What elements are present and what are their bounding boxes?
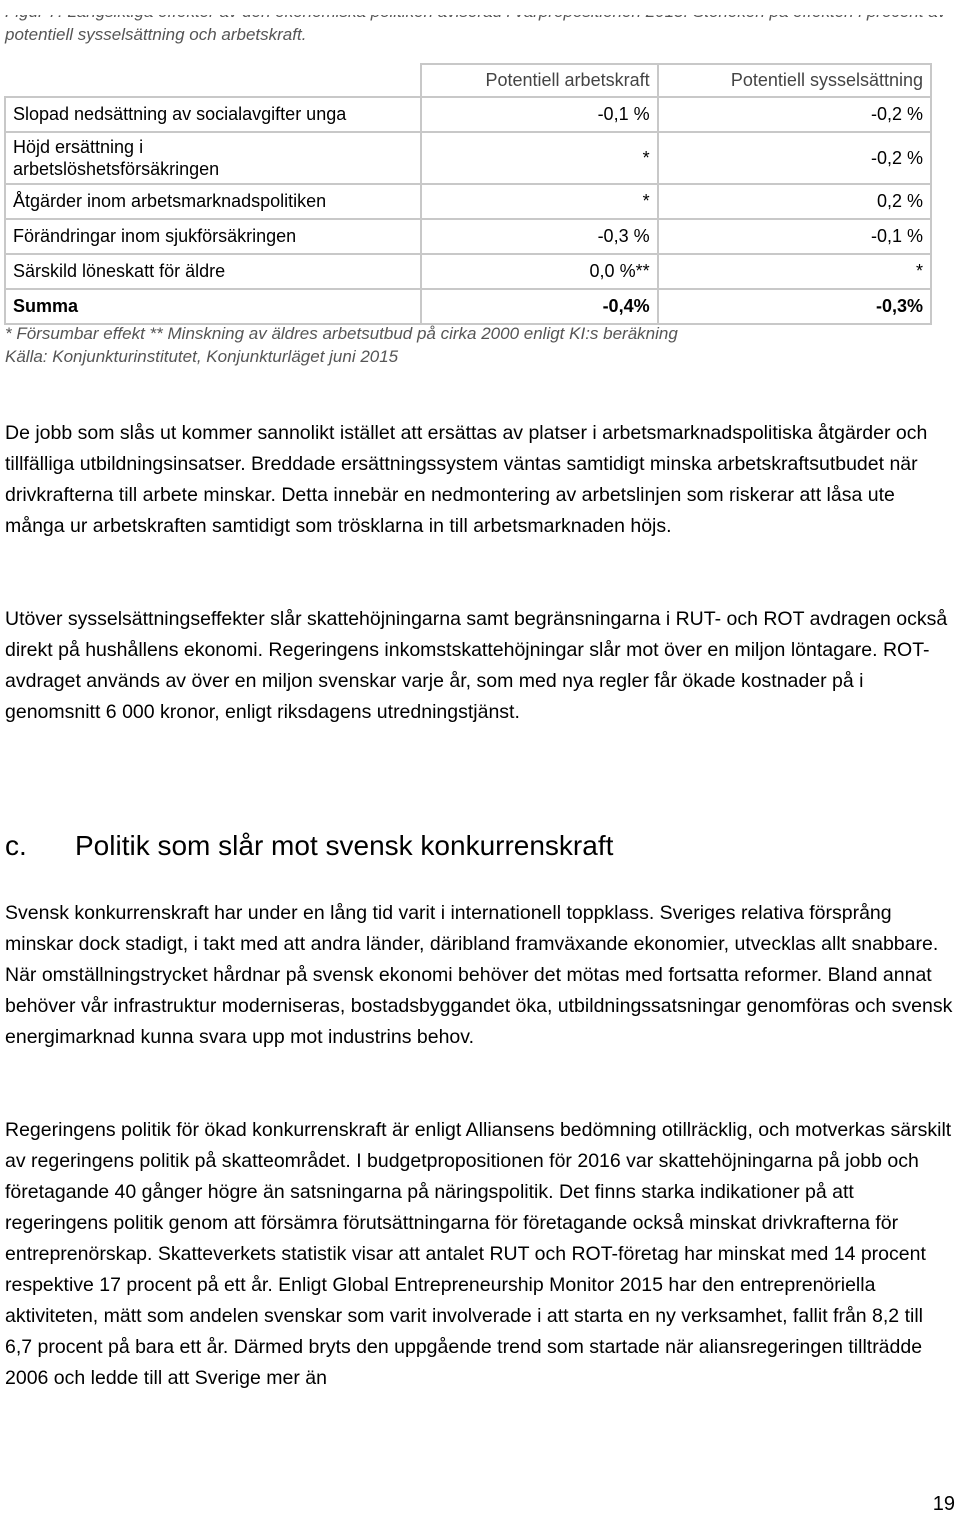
- body-paragraph: De jobb som slås ut kommer sannolikt istället att ersättas av platser i arbetsmarknadspolitiska åtgärder och tillfälliga utbildningsinsatser. Breddade ersättningssystem väntas samtidigt minska arbetskraftsutbudet när drivkrafterna till arbete minskar. Detta innebär en nedmontering av arbetslinjen som riskerar att låsa ute många ur arbetskraften samtidigt som trösklarna in till arbetsmarknaden höjs.: [5, 422, 928, 537]
- section-number: c.: [5, 830, 27, 861]
- section-heading: [5, 826, 613, 866]
- total-label: Summa: [5, 289, 421, 324]
- table-row: [5, 97, 931, 132]
- total-labor-force: -0,4%: [421, 289, 658, 324]
- row-label: Förändringar inom sjukförsäkringen: [5, 219, 421, 254]
- cell-labor-force: 0,0 %**: [421, 254, 658, 289]
- row-label-line: Höjd ersättning i: [13, 137, 144, 157]
- cell-employment: -0,2 %: [658, 97, 931, 132]
- cell-labor-force: -0,3 %: [421, 219, 658, 254]
- page-number: 19: [932, 1493, 955, 1515]
- row-label: Slopad nedsättning av socialavgifter unga: [5, 97, 421, 132]
- table-row: [5, 254, 931, 289]
- table-row: [5, 219, 931, 254]
- body-paragraph: Utöver sysselsättningseffekter slår skattehöjningarna samt begränsningarna i RUT- och ROT avdragen också direkt på hushållens ekonomi. Regeringens inkomstskattehöjningar slår mot över en miljon löntagare. ROT-avdraget används av över en miljon svenskar varje år, som med nya regler får ökade kostnader på i genomsnitt 6 000 kronor, enligt riksdagens utredningstjänst.: [5, 608, 948, 723]
- cell-labor-force: -0,1 %: [421, 97, 658, 132]
- caption-cutoff: [5, 0, 955, 15]
- cell-employment: 0,2 %: [658, 184, 931, 219]
- column-header-labor-force: Potentiell arbetskraft: [421, 64, 658, 97]
- table-header-row: [5, 64, 931, 97]
- table-corner-cell: [5, 64, 421, 97]
- body-paragraph: Svensk konkurrenskraft har under en lång tid varit i internationell toppklass. Sveriges relativa försprång minskar dock stadigt, i takt med att andra länder, däribland framväxande ekonomier, utvecklas allt snabbare. När omställningstrycket hårdnar på svensk ekonomi behöver det mötas med fortsatta reformer. Bland annat behöver vår infrastruktur moderniseras, bostadsbyggandet öka, utbildningssatsningar genomföras och svensk energimarknad kunna svara upp mot industrins behov.: [5, 902, 953, 1048]
- row-label: [5, 132, 421, 184]
- cell-employment: *: [658, 254, 931, 289]
- row-label: Särskild löneskatt för äldre: [5, 254, 421, 289]
- table-row: [5, 132, 931, 184]
- policy-effects-table: [4, 63, 932, 325]
- section-title: Politik som slår mot svensk konkurrenskraft: [75, 830, 614, 861]
- column-header-employment: Potentiell sysselsättning: [658, 64, 931, 97]
- table-footnote: * Försumbar effekt ** Minskning av äldres arbetsutbud på cirka 2000 enligt KI:s beräkning: [5, 324, 678, 343]
- body-paragraph: Regeringens politik för ökad konkurrenskraft är enligt Alliansens bedömning otillräcklig, och motverkas särskilt av regeringens politik på skatteområdet. I budgetpropositionen för 2016 var skattehöjningarna på jobb och företagande 40 gånger högre än satsningarna på näringspolitik. Det finns starka indikationer på att regeringens politik genom att försämra förutsättningarna för företagande också minskat drivkrafterna för entreprenörskap. Skatteverkets statistik visar att antalet RUT och ROT-företag har minskat med 14 procent respektive 17 procent på ett år. Enligt Global Entrepreneurship Monitor 2015 har den entreprenöriella aktiviteten, mätt som andelen svenskar som varit involverade i att starta en ny verksamhet, fallit från 8,2 till 6,7 procent på bara ett år. Därmed bryts den uppgående trend som startade när aliansregeringen tillträdde 2006 och ledde till att Sverige mer än: [5, 1119, 952, 1389]
- row-label-line: arbetslöshetsförsäkringen: [13, 159, 220, 179]
- cell-labor-force: *: [421, 132, 658, 184]
- cell-labor-force: *: [421, 184, 658, 219]
- figure-caption: [5, 0, 955, 46]
- row-label: Åtgärder inom arbetsmarknadspolitiken: [5, 184, 421, 219]
- table-total-row: [5, 289, 931, 324]
- table-row: [5, 184, 931, 219]
- total-employment: -0,3%: [658, 289, 931, 324]
- cell-employment: -0,2 %: [658, 132, 931, 184]
- figure-caption-text: potentiell sysselsättning och arbetskraft.: [5, 25, 307, 44]
- cell-employment: -0,1 %: [658, 219, 931, 254]
- table-source: Källa: Konjunkturinstitutet, Konjunkturläget juni 2015: [5, 347, 399, 366]
